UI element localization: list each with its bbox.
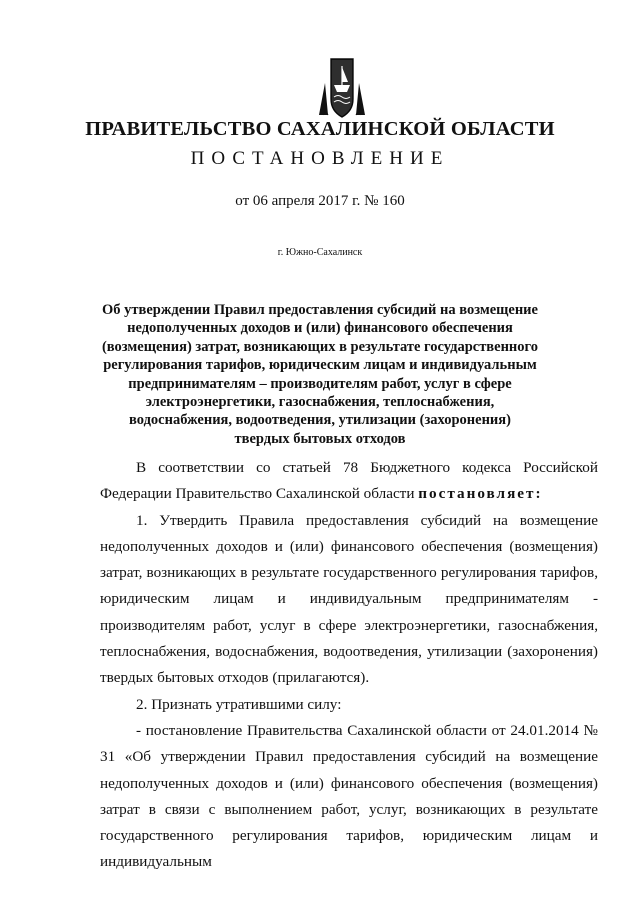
decree-keyword: постановляет: — [418, 485, 543, 503]
preamble-paragraph — [100, 455, 598, 508]
document-city: г. Южно-Сахалинск — [277, 247, 363, 258]
repealed-item-paragraph: - постановление Правительства Сахалинской области от 24.01.2014 № 31 «Об утверждении Правил предоставления субсидий на возмещение недополученных доходов и (или) финансового обеспечения (возмещения) затрат в связи с выполнением работ, услуг, возникающих в результате государственного регулирования тарифов, юридическим лицам и индивидуальным — [100, 721, 598, 871]
preamble-text: В соответствии со статьей 78 Бюджетного кодекса Российской Федерации Правительство Сахалинской области — [100, 459, 598, 503]
coat-of-arms-icon — [317, 57, 367, 119]
clause-2-paragraph: 2. Признать утратившими силу: — [136, 695, 342, 713]
document-body — [100, 455, 598, 876]
government-name: ПРАВИТЕЛЬСТВО САХАЛИНСКОЙ ОБЛАСТИ — [85, 118, 555, 140]
document-date-number: от 06 апреля 2017 г. № 160 — [235, 193, 405, 209]
clause-1-paragraph: 1. Утвердить Правила предоставления субсидий на возмещение недополученных доходов и (или) финансового обеспечения (возмещения) затрат, возникающих в результате государственного регулирования тарифов, юридическим лицам и индивидуальным предпринимателям - производителям работ, услуг в сфере электроэнергетики, газоснабжения, теплоснабжения, водоснабжения, водоотведения, утилизации (захоронения) твердых бытовых отходов (прилагаются). — [100, 511, 598, 687]
document-type: ПОСТАНОВЛЕНИЕ — [190, 148, 450, 169]
document-title: Об утверждении Правил предоставления субсидий на возмещение недополученных доходов и (или) финансового обеспечения (возмещения) затрат, возникающих в результате государственного регулирования тарифов, юридическим лицам и индивидуальным предпринимателям – производителям работ, услуг в сфере электроэнергетики, газоснабжения, теплоснабжения, водоснабжения, водоотведения, утилизации (захоронения) твердых бытовых отходов — [101, 302, 539, 447]
